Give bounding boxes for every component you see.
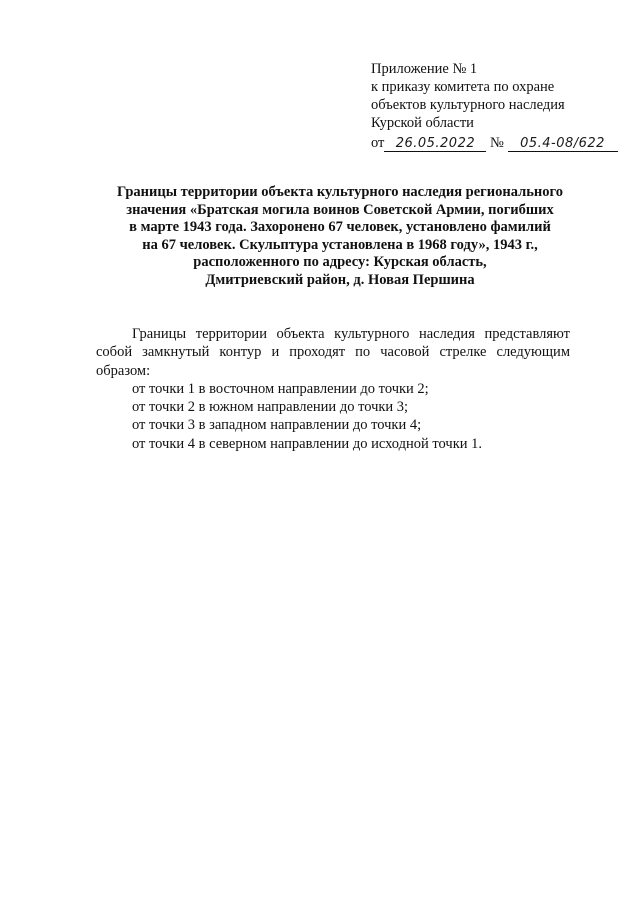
boundary-step: от точки 3 в западном направлении до точки 4;: [132, 417, 422, 434]
annex-header: [371, 60, 631, 152]
title-line: Дмитриевский район, д. Новая Першина: [205, 271, 475, 288]
handwritten-order-number: 05.4-08/622: [508, 136, 618, 152]
title-line: в марте 1943 года. Захоронено 67 человек, установлено фамилий: [129, 219, 551, 235]
intro-paragraph: Границы территории объекта культурного наследия представляют собой замкнутый контур и проходят по часовой стрелке следующим образом:: [96, 326, 570, 379]
title-line: расположенного по адресу: Курская область,: [193, 254, 487, 270]
annex-committee-line: объектов культурного наследия: [371, 97, 565, 113]
boundary-step: от точки 2 в южном направлении до точки 3;: [132, 399, 409, 416]
title-line: на 67 человек. Скульптура установлена в 1968 году», 1943 г.,: [142, 236, 538, 253]
annex-date-number-row: [371, 134, 631, 152]
boundary-step: от точки 1 в восточном направлении до точки 2;: [132, 380, 429, 397]
annex-title: Приложение № 1: [371, 61, 478, 77]
title-line: значения «Братская могила воинов Советской Армии, погибших: [126, 201, 554, 218]
handwritten-date: 26.05.2022: [384, 136, 486, 152]
boundary-step: от точки 4 в северном направлении до исходной точки 1.: [132, 435, 482, 452]
date-prefix: от: [371, 135, 385, 151]
document-body: [96, 325, 570, 453]
number-prefix: №: [490, 135, 504, 151]
document-title: [90, 184, 590, 289]
annex-region-line: Курской области: [371, 115, 474, 131]
annex-order-line: к приказу комитета по охране: [371, 79, 555, 95]
title-line: Границы территории объекта культурного наследия регионального: [117, 184, 563, 200]
